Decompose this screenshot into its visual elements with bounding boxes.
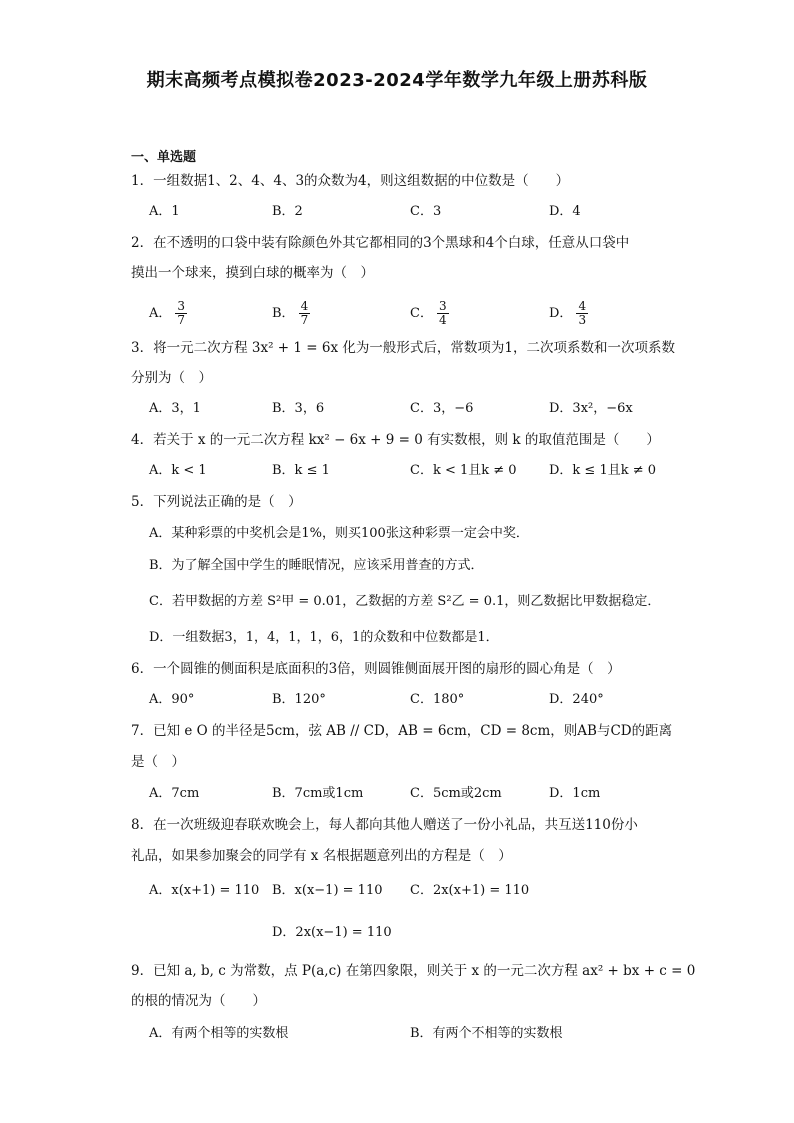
question-3-stem-line1: 3．将一元二次方程 3x² + 1 = 6x 化为一般形式后，常数项为1，二次项系数和一次项系数 xyxy=(131,340,675,356)
q1-option-a: A．1 xyxy=(149,204,180,219)
q9-option-a: A．有两个相等的实数根 xyxy=(149,1026,289,1041)
q1-option-c: C．3 xyxy=(410,204,442,219)
q8-option-d: D．2x(x−1) = 110 xyxy=(272,925,392,940)
question-3-stem-line2: 分别为（ ） xyxy=(131,370,212,386)
q6-option-d: D．240° xyxy=(549,692,604,707)
question-8-stem-line2: 礼品，如果参加聚会的同学有 x 名根据题意列出的方程是（ ） xyxy=(131,848,512,864)
q1-option-b: B．2 xyxy=(272,204,303,219)
q7-option-b: B．7cm或1cm xyxy=(272,786,364,801)
fraction xyxy=(437,300,449,327)
q8-option-a: A．x(x+1) = 110 xyxy=(149,883,260,898)
q7-option-c: C．5cm或2cm xyxy=(410,786,502,801)
question-7-stem-line1: 7．已知 e O 的半径是5cm，弦 AB // CD，AB = 6cm，CD = 8cm，则AB与CD的距离 xyxy=(131,723,673,739)
denominator: 7 xyxy=(300,313,309,327)
q8-option-b: B．x(x−1) = 110 xyxy=(272,883,383,898)
option-label: C． xyxy=(410,306,433,321)
q2-option-c xyxy=(410,300,449,327)
q4-option-b: B．k ≤ 1 xyxy=(272,463,330,478)
q6-option-a: A．90° xyxy=(149,692,195,707)
section-heading: 一、单选题 xyxy=(131,150,197,165)
option-label: B． xyxy=(272,306,295,321)
q2-option-d xyxy=(549,300,588,327)
option-label: A． xyxy=(149,306,172,321)
question-4-stem: 4．若关于 x 的一元二次方程 kx² − 6x + 9 = 0 有实数根，则 k 的取值范围是（ ） xyxy=(131,432,660,448)
question-2-stem-line1: 2．在不透明的口袋中装有除颜色外其它都相同的3个黑球和4个白球，任意从口袋中 xyxy=(131,235,630,251)
q3-option-c: C．3，−6 xyxy=(410,401,474,416)
q3-option-d: D．3x²，−6x xyxy=(549,401,633,416)
question-8-stem-line1: 8．在一次班级迎春联欢晚会上，每人都向其他人赠送了一份小礼品，共互送110份小 xyxy=(131,817,638,833)
denominator: 7 xyxy=(177,313,186,327)
numerator: 4 xyxy=(300,299,309,313)
q3-option-a: A．3，1 xyxy=(149,401,201,416)
q7-option-a: A．7cm xyxy=(149,786,200,801)
q6-option-c: C．180° xyxy=(410,692,465,707)
q9-option-b: B．有两个不相等的实数根 xyxy=(410,1026,563,1041)
q4-option-c: C．k < 1且k ≠ 0 xyxy=(410,463,517,478)
question-7-stem-line2: 是（ ） xyxy=(131,754,185,770)
numerator: 3 xyxy=(438,299,447,313)
question-2-stem-line2: 摸出一个球来，摸到白球的概率为（ ） xyxy=(131,265,374,281)
fraction xyxy=(175,300,187,327)
q1-option-d: D．4 xyxy=(549,204,581,219)
q5-option-c: C．若甲数据的方差 S²甲 = 0.01，乙数据的方差 S²乙 = 0.1，则乙数据比甲数据稳定． xyxy=(149,594,661,609)
numerator: 3 xyxy=(177,299,186,313)
denominator: 4 xyxy=(438,313,447,327)
option-label: D． xyxy=(549,306,573,321)
q7-option-d: D．1cm xyxy=(549,786,601,801)
q4-option-d: D．k ≤ 1且k ≠ 0 xyxy=(549,463,657,478)
denominator: 3 xyxy=(578,313,587,327)
q5-option-a: A．某种彩票的中奖机会是1%，则买100张这种彩票一定会中奖． xyxy=(149,526,529,541)
question-9-stem-line1: 9．已知 a, b, c 为常数，点 P(a,c) 在第四象限，则关于 x 的一元二次方程 ax² + bx + c = 0 xyxy=(131,963,696,979)
q2-option-b xyxy=(272,300,310,327)
fraction xyxy=(576,300,588,327)
page-title: 期末高频考点模拟卷2023-2024学年数学九年级上册苏科版 xyxy=(146,70,648,91)
q4-option-a: A．k < 1 xyxy=(149,463,207,478)
fraction xyxy=(299,300,311,327)
q3-option-b: B．3，6 xyxy=(272,401,325,416)
question-5-stem: 5．下列说法正确的是（ ） xyxy=(131,494,302,510)
q2-option-a xyxy=(149,300,187,327)
q5-option-b: B．为了解全国中学生的睡眠情况，应该采用普查的方式． xyxy=(149,558,484,573)
q8-option-c: C．2x(x+1) = 110 xyxy=(410,883,530,898)
question-1-stem: 1．一组数据1、2、4、4、3的众数为4，则这组数据的中位数是（ ） xyxy=(131,173,570,189)
q5-option-d: D．一组数据3，1，4，1，1，6，1的众数和中位数都是1． xyxy=(149,630,499,645)
question-6-stem: 6．一个圆锥的侧面积是底面积的3倍，则圆锥侧面展开图的扇形的圆心角是（ ） xyxy=(131,661,621,677)
question-9-stem-line2: 的根的情况为（ ） xyxy=(131,993,266,1009)
q6-option-b: B．120° xyxy=(272,692,326,707)
numerator: 4 xyxy=(578,299,587,313)
